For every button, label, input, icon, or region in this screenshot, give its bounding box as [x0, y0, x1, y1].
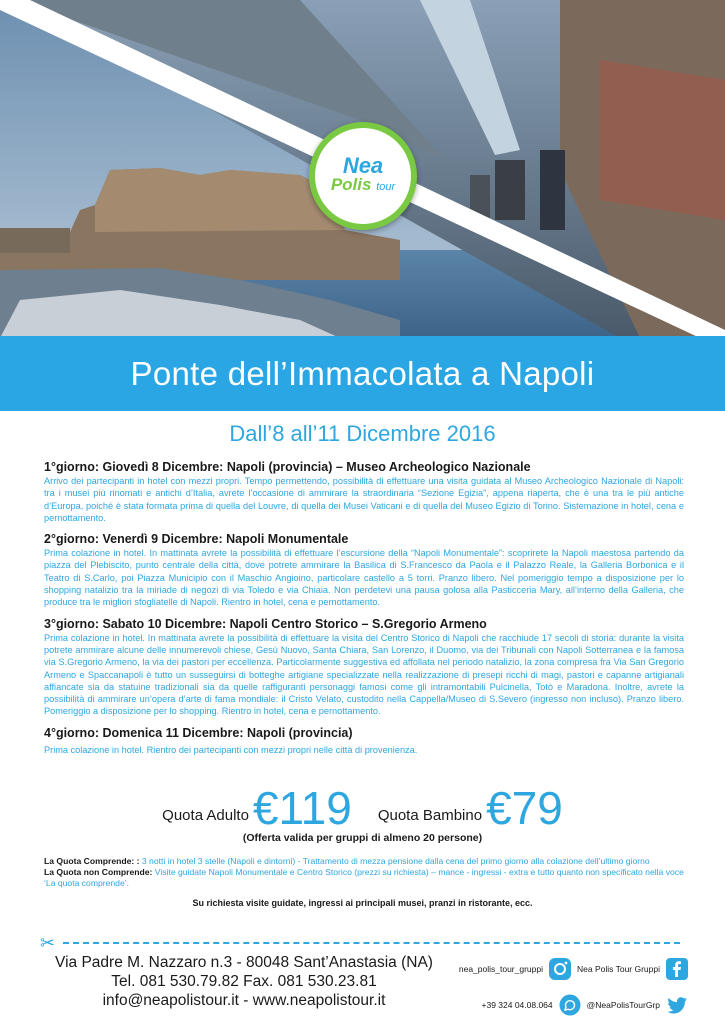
instagram-icon[interactable] — [547, 956, 573, 982]
logo-text-nea: Nea — [342, 153, 384, 178]
hero-image — [0, 0, 725, 338]
day-description: Arrivo dei partecipanti in hotel con mezzi propri. Tempo permettendo, possibilità di effettuare una visita guidata al Museo Archeologico Nazionale di Napoli: tra i musei più rinomati e antichi d’Italia, avrete l’occasione di ammirare la straordinaria “Sezione Egizia”, appena riaperta, che è una tra le più antiche d’Europa, poiché è stata formata prima di quella del Louvre, di quella dei Musei Vaticani e di quella del Museo Egizio di Torino. Sistemazione in hotel, cena e pernottamento. — [44, 476, 684, 523]
instagram-handle[interactable]: nea_polis_tour_gruppi — [458, 964, 543, 974]
title-banner — [0, 336, 725, 411]
includes-text: 3 notti in hotel 3 stelle (Napoli e dintorni) - Trattamento di mezza pensione dalla cena del primo giorno alla colazione dell’ultimo giorno — [141, 856, 650, 866]
whatsapp-number[interactable]: +39 324 04.08.064 — [481, 1000, 553, 1010]
facebook-page[interactable]: Nea Polis Tour Gruppi — [577, 964, 660, 974]
social-row-1 — [440, 955, 690, 983]
day-title: 4°giorno: Domenica 11 Dicembre: Napoli (provincia) — [44, 725, 353, 740]
excludes-row — [44, 867, 694, 889]
day-4 — [44, 726, 684, 756]
includes-label: La Quota Comprende: : — [44, 856, 140, 866]
excludes-text: Visite guidate Napoli Monumentale e Centro Storico (prezzi su richiesta) – mance - ingressi - extra e tutto quanto non specificato nella voce ‘La quota comprende’. — [44, 867, 684, 888]
dashed-divider — [63, 942, 680, 944]
price-section — [0, 784, 725, 832]
itinerary — [44, 460, 684, 764]
day-description: Prima colazione in hotel. In mattinata avrete la possibilità di effettuare la visita del Centro Storico di Napoli che racchiude 17 secoli di storia: durante la visita potrete ammirare alcune delle innumerevoli chiese, Gesù Nuovo, Santa Chiara, San Lorenzo, il Duomo, via dei Tribunali con Napoli Sotterranea e la famosa via S.Gregorio Armeno, la via dei pastori per eccellenza. Particolarmente suggestiva ed affollata nel periodo natalizio, la zona compresa fra Via San Gregorio Armeno e Spaccanapoli è tutto un susseguirsi di botteghe artigiane specializzate nella realizzazione di presepi ricchi di magi, pastori e capanne artigianali affiancate sia da statuine tradizionali sia da quelle raffiguranti personaggi famosi come gli intramontabili Pulcinella, Totò e Maradona. Inoltre, avrete la possibilità di ammirare un’opera d’arte di fama mondiale: il Cristo Velato, custodito nella Cappella/Museo di S.Severo (ingresso non incluso). Pranzo libero. Pomeriggio a disposizione per lo shopping. Rientro in hotel, cena e pernottamento. — [44, 632, 684, 717]
phone-fax: Tel. 081 530.79.82 Fax. 081 530.23.81 — [111, 973, 377, 990]
whatsapp-icon[interactable] — [557, 992, 583, 1018]
offer-note: (Offerta valida per gruppi di almeno 20 persone) — [242, 832, 483, 844]
contact-info — [44, 953, 444, 1010]
social-row-2 — [440, 991, 690, 1019]
twitter-handle[interactable]: @NeaPolisTourGrp — [586, 1000, 660, 1010]
day-2 — [44, 532, 684, 608]
logo-text-tour: tour — [376, 181, 396, 193]
address: Via Padre M. Nazzaro n.3 - 80048 Sant’Anastasia (NA) — [55, 954, 433, 971]
adult-price-value: €119 — [252, 782, 352, 834]
email-website[interactable]: info@neapolistour.it - www.neapolistour.it — [102, 992, 386, 1009]
social-links — [440, 955, 690, 1024]
terms — [44, 856, 694, 889]
twitter-icon[interactable] — [664, 992, 690, 1018]
logo-text-polis — [331, 176, 395, 196]
day-description: Prima colazione in hotel. Rientro dei partecipanti con mezzi propri nelle città di provenienza. — [44, 744, 418, 755]
on-request-note: Su richiesta visite guidate, ingressi ai principali musei, pranzi in ristorante, ecc. — [192, 898, 533, 908]
excludes-label: La Quota non Comprende: — [44, 867, 153, 877]
day-title: 3°giorno: Sabato 10 Dicembre: Napoli Centro Storico – S.Gregorio Armeno — [44, 616, 487, 631]
includes-row — [44, 856, 694, 867]
day-title: 2°giorno: Venerdì 9 Dicembre: Napoli Monumentale — [44, 532, 349, 547]
adult-price-label: Quota Adulto — [162, 807, 249, 824]
page-title: Ponte dell’Immacolata a Napoli — [130, 354, 595, 392]
child-price-label: Quota Bambino — [377, 807, 483, 824]
trip-dates: Dall’8 all’11 Dicembre 2016 — [229, 421, 496, 446]
facebook-icon[interactable] — [664, 956, 690, 982]
day-title: 1°giorno: Giovedì 8 Dicembre: Napoli (provincia) – Museo Archeologico Nazionale — [44, 460, 531, 474]
day-3 — [44, 617, 684, 718]
day-1 — [44, 460, 684, 524]
cut-line — [40, 933, 680, 953]
neapolis-logo — [309, 122, 417, 230]
scissors-icon: ✂ — [40, 933, 56, 953]
day-description: Prima colazione in hotel. In mattinata avrete la possibilità di effettuare l’escursione della “Napoli Monumentale”: scoprirete la Napoli maestosa partendo da piazza del Plebiscito, punto centrale della città, dove potrete ammirare la Basilica di S.Francesco da Paola e il Palazzo Reale, la Galleria Borbonica e il Teatro di S.Carlo, poi Piazza Municipio con il Maschio Angioino, particolare castello a 5 torri. Pranzo libero. Nel pomeriggio tempo a disposizione per lo shopping natalizio tra la miriade di negozi di via Toledo e via Chiaia. Non perdetevi una pausa golosa alla Pasticceria Mary, all’interno della Galleria, che produce tra le migliori sfogliatelle di Napoli. Rientro in hotel, cena e pernottamento. — [44, 548, 684, 608]
logo-text-polis-word: Polis — [330, 175, 372, 194]
child-price-value: €79 — [486, 782, 563, 834]
